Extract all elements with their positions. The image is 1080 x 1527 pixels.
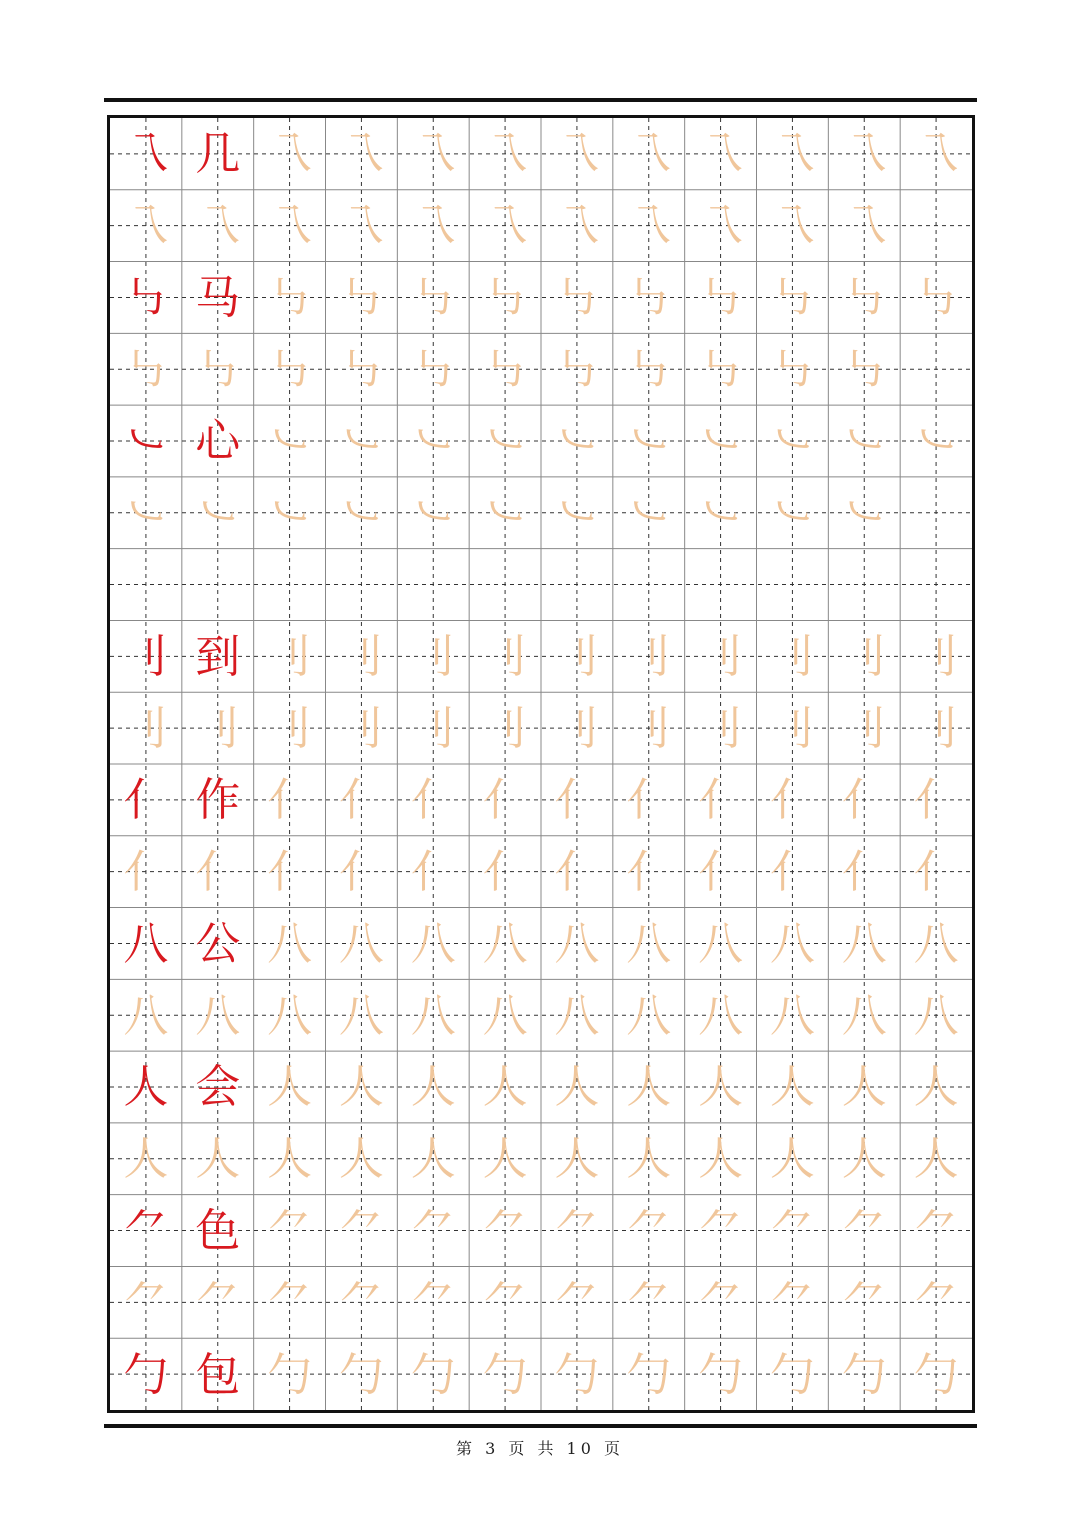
trace-character: 八 [410,988,456,1042]
trace-character: ㇉ [338,342,384,396]
trace-character: 八 [913,988,959,1042]
trace-character: 勹 [769,1347,815,1401]
trace-character: ㇉ [267,342,313,396]
trace-character: 乁 [626,127,672,181]
trace-character: 八 [841,988,887,1042]
trace-character: 八 [554,916,600,970]
trace-character: ㇃ [338,414,384,468]
trace-character: ⺈ [482,1275,528,1329]
trace-character: ㇉ [482,270,528,324]
trace-character: 乁 [338,199,384,253]
trace-character: ⺈ [338,1204,384,1258]
trace-character: 人 [195,1132,241,1186]
trace-character: ㇃ [841,486,887,540]
trace-character: ㇉ [554,342,600,396]
trace-character: ㇃ [267,414,313,468]
trace-character: ㇉ [410,270,456,324]
trace-character: 刂 [554,701,600,755]
trace-character: ⺈ [123,1275,169,1329]
trace-character: 人 [698,1132,744,1186]
trace-character: ⺈ [410,1275,456,1329]
trace-character: ⺈ [698,1275,744,1329]
trace-character: ㇉ [482,342,528,396]
trace-character: ㇃ [554,414,600,468]
trace-character: 人 [338,1132,384,1186]
trace-character: 人 [267,1060,313,1114]
stroke-model: ㇉ [123,270,169,324]
trace-character: ㇃ [698,486,744,540]
trace-character: 亻 [626,773,672,827]
trace-character: ㇃ [769,414,815,468]
trace-character: 亻 [410,845,456,899]
trace-character: 八 [626,916,672,970]
trace-character: 八 [698,988,744,1042]
trace-character: 勹 [841,1347,887,1401]
trace-character: 乁 [841,199,887,253]
trace-character: 刂 [338,701,384,755]
trace-character: 八 [554,988,600,1042]
trace-character: 刂 [410,629,456,683]
trace-character: 亻 [913,773,959,827]
trace-character: 刂 [913,629,959,683]
stroke-model: 人 [123,1060,169,1114]
stroke-model: ㇃ [123,414,169,468]
trace-character: ㇃ [482,486,528,540]
trace-character: 乁 [769,127,815,181]
stroke-model: 勹 [123,1347,169,1401]
trace-character: 八 [698,916,744,970]
trace-character: 勹 [338,1347,384,1401]
trace-character: 乁 [698,127,744,181]
stroke-model: ⺈ [123,1204,169,1258]
trace-character: 人 [841,1060,887,1114]
trace-character: 乁 [698,199,744,253]
trace-character: 乁 [410,127,456,181]
trace-character: 乁 [554,199,600,253]
trace-character: ⺈ [554,1204,600,1258]
trace-character: 乁 [482,199,528,253]
trace-character: 八 [769,988,815,1042]
trace-character: ㇉ [410,342,456,396]
trace-character: ㇉ [338,270,384,324]
trace-character: 八 [195,988,241,1042]
trace-character: ㇃ [482,414,528,468]
trace-character: 勹 [626,1347,672,1401]
trace-character: ㇃ [698,414,744,468]
trace-character: 人 [841,1132,887,1186]
example-character: 几 [195,127,241,181]
trace-character: ㇉ [195,342,241,396]
trace-character: 亻 [554,845,600,899]
trace-character: 亻 [482,845,528,899]
trace-character: 亻 [913,845,959,899]
trace-character: ㇉ [554,270,600,324]
trace-character: ㇃ [626,414,672,468]
trace-character: 八 [267,988,313,1042]
trace-character: 乁 [554,127,600,181]
trace-character: ⺈ [913,1275,959,1329]
trace-character: 亻 [195,845,241,899]
stroke-model: 八 [123,916,169,970]
trace-character: 刂 [769,629,815,683]
trace-character: ⺈ [769,1275,815,1329]
trace-character: ⺈ [338,1275,384,1329]
trace-character: ㇉ [769,342,815,396]
trace-character: ⺈ [841,1275,887,1329]
trace-character: 人 [769,1132,815,1186]
trace-character: 乁 [410,199,456,253]
trace-character: 亻 [626,845,672,899]
trace-character: ㇉ [841,342,887,396]
example-character: 作 [195,773,241,827]
trace-character: 亻 [841,845,887,899]
trace-character: 人 [482,1132,528,1186]
example-character: 到 [195,629,241,683]
stroke-model: 亻 [123,773,169,827]
trace-character: ㇉ [913,270,959,324]
trace-character: ㇉ [626,270,672,324]
trace-character: 刂 [913,701,959,755]
trace-character: 乁 [769,199,815,253]
page-number: 第 3 页 共 10 页 [456,1439,624,1458]
trace-character: ㇉ [626,342,672,396]
trace-character: ⺈ [267,1275,313,1329]
trace-character: 刂 [410,701,456,755]
trace-character: ㇃ [769,486,815,540]
trace-character: 人 [123,1132,169,1186]
trace-character: ㇉ [769,270,815,324]
stroke-model: 刂 [123,629,169,683]
trace-character: 人 [410,1060,456,1114]
trace-character: 人 [626,1132,672,1186]
trace-character: ㇃ [195,486,241,540]
trace-character: 人 [554,1060,600,1114]
trace-character: ⺈ [410,1204,456,1258]
trace-character: ㇃ [626,486,672,540]
trace-character: 亻 [554,773,600,827]
trace-character: 八 [769,916,815,970]
trace-character: 刂 [841,701,887,755]
trace-character: 八 [267,916,313,970]
trace-character: 勹 [913,1347,959,1401]
trace-character: 勹 [698,1347,744,1401]
trace-character: 勹 [554,1347,600,1401]
trace-character: ⺈ [841,1204,887,1258]
trace-character: 刂 [698,701,744,755]
trace-character: 八 [913,916,959,970]
trace-character: 刂 [267,629,313,683]
trace-character: ⺈ [913,1204,959,1258]
trace-character: 亻 [482,773,528,827]
trace-character: ⺈ [698,1204,744,1258]
trace-character: ㇃ [267,486,313,540]
trace-character: ⺈ [267,1204,313,1258]
trace-character: 勹 [410,1347,456,1401]
trace-character: 人 [913,1060,959,1114]
trace-character: 亻 [123,845,169,899]
trace-character: ⺈ [195,1275,241,1329]
example-character: 马 [195,270,241,324]
trace-character: 乁 [338,127,384,181]
trace-character: ㇉ [841,270,887,324]
stroke-model: 乁 [123,127,169,181]
trace-character: 人 [554,1132,600,1186]
trace-character: 刂 [626,701,672,755]
trace-character: 乁 [267,127,313,181]
trace-character: 八 [338,916,384,970]
trace-character: ㇉ [698,342,744,396]
trace-character: 人 [338,1060,384,1114]
trace-character: 亻 [267,845,313,899]
trace-character: 八 [626,988,672,1042]
trace-character: 八 [123,988,169,1042]
top-rule [104,98,977,102]
trace-character: 亻 [410,773,456,827]
trace-character: 乁 [123,199,169,253]
trace-character: 乁 [841,127,887,181]
trace-character: 人 [267,1132,313,1186]
trace-character: ⺈ [626,1275,672,1329]
example-character: 会 [195,1060,241,1114]
example-character: 包 [195,1347,241,1401]
trace-character: 乁 [482,127,528,181]
example-character: 色 [195,1204,241,1258]
practice-grid [107,115,975,1413]
example-character: 心 [195,414,241,468]
trace-character: 人 [769,1060,815,1114]
trace-character: 刂 [841,629,887,683]
trace-character: 人 [410,1132,456,1186]
trace-character: ㇃ [338,486,384,540]
trace-character: 勹 [267,1347,313,1401]
trace-character: 亻 [841,773,887,827]
trace-character: ㇉ [123,342,169,396]
trace-character: 乁 [626,199,672,253]
trace-character: 乁 [913,127,959,181]
trace-character: 刂 [195,701,241,755]
trace-character: ㇃ [554,486,600,540]
trace-character: 人 [913,1132,959,1186]
trace-character: 亻 [338,773,384,827]
trace-character: 刂 [267,701,313,755]
trace-character: ㇃ [123,486,169,540]
trace-character: 亻 [338,845,384,899]
trace-character: 刂 [482,629,528,683]
trace-character: ⺈ [554,1275,600,1329]
trace-character: ㇃ [841,414,887,468]
trace-character: 亻 [769,845,815,899]
trace-character: ㇉ [267,270,313,324]
trace-character: 乁 [267,199,313,253]
trace-character: ㇃ [913,414,959,468]
trace-character: 刂 [482,701,528,755]
trace-character: 刂 [554,629,600,683]
trace-character: 刂 [698,629,744,683]
trace-character: ⺈ [626,1204,672,1258]
trace-character: 八 [410,916,456,970]
trace-character: ㇉ [698,270,744,324]
trace-character: ㇃ [410,414,456,468]
trace-character: ⺈ [769,1204,815,1258]
trace-character: 亻 [769,773,815,827]
trace-character: 人 [482,1060,528,1114]
trace-character: 刂 [626,629,672,683]
trace-character: ㇃ [410,486,456,540]
trace-character: 亻 [698,845,744,899]
trace-character: 亻 [267,773,313,827]
trace-character: 刂 [123,701,169,755]
trace-character: 刂 [338,629,384,683]
trace-character: 人 [626,1060,672,1114]
example-character: 公 [195,916,241,970]
trace-character: 亻 [698,773,744,827]
trace-character: 八 [841,916,887,970]
trace-character: 八 [338,988,384,1042]
trace-character: 八 [482,988,528,1042]
bottom-rule [104,1424,977,1428]
trace-character: 八 [482,916,528,970]
trace-character: 勹 [482,1347,528,1401]
trace-character: ⺈ [482,1204,528,1258]
trace-character: 刂 [769,701,815,755]
trace-character: 乁 [195,199,241,253]
trace-character: 人 [698,1060,744,1114]
